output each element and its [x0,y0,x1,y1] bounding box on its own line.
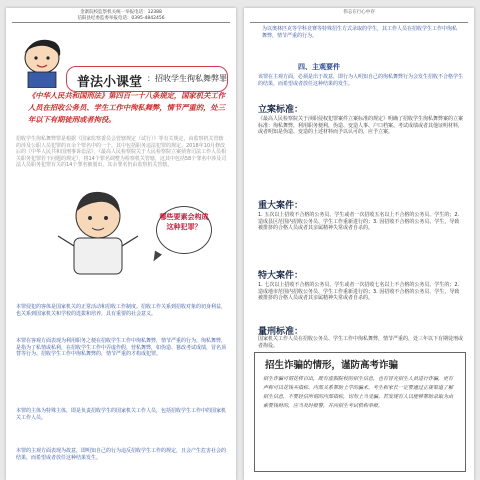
intro-paragraph: 招收学生徇私舞弊罪是根据《国家监察委员会管辖规定（试行）》等有关规定，由监察机关管辖的涉及公职人员犯罪的百余个罪名中的一个。其中包括职务违法犯罪的规定。2018年10月修改后的《中华人民共和国刑事诉讼法》，《最高人民检察院关于人民检察院立案侦查司法工作人员相关职务犯罪若干问题的规定》，将14个罪名调整为检察机关管辖，这其中包括58个罪名中涉及司法人员职务犯罪有关的14个罪名被划出，其余罪名仍由监察机关管辖。 [16,136,227,168]
banner-subtitle: ：招收学生徇私舞弊罪 [147,74,227,83]
subject-requirement-text: 本罪的主体为特殊主体，即是负责招收学生的国家机关工作人员，包括招收学生工作中的国家机关工作人员。 [16,408,227,421]
heading-filing-standard: 立案标准： [258,105,304,115]
major-case-text: 1. 五次以上招收不合格的公务员、学生或者一次招收五名以上不合格的公务员、学生的；2. 造成县区范围内招收公务员、学生工作重新进行的；3. 因招收不合格的公务员、学生，导致被排挤的合格人员或者其亲属精神失常或者自杀的。 [258,212,460,231]
right-header [244,10,474,16]
heading-sentencing: 量刑标准： [258,327,304,337]
right-page [244,8,474,480]
student-illustration [28,176,158,286]
right-header-line1: 伟志在行心中存 [343,10,375,15]
left-header [6,10,236,21]
heading-subjective: 四、主观要件 [298,63,340,71]
left-header-line2: 信阳县纪委监委举报电话：0395-4842456 [77,15,165,21]
fraud-warning-title: 招生诈骗的情形，谨防高考诈骗 [265,360,399,371]
filing-standard-text: 《最高人民检察院关于渎职侵权犯罪案件立案标准的规定》明确了招收学生徇私舞弊案的立案标准：徇私舞弊，利用职务便利，伪造、变造人事、户口档案、考试成绩或者其他证明材料，或者明知是伪造、变造的上述材料而予以认可的，应予立案。 [258,116,464,135]
left-header-line1: 金寨院校监察机关统一举报电话：12388 [80,10,162,15]
fraud-warning-box [254,352,466,472]
sentencing-text: 国家机关工作人员在招收公务员、学生工作中徇私舞弊，情节严重的，处三年以下有期徒刑或者拘役。 [258,336,464,349]
heading-major-case: 重大案件： [258,201,304,211]
left-page [6,8,236,480]
subjective-text: 该罪在主观方面，必须是出于故意，即行为人明知自己的徇私舞弊行为会发生招收不合格学生的结果，而希望或者放任这种结果的发生。 [258,74,464,87]
right-top-text: 为以奥林匹克等学科竞赛等特殊招生方式录取的学生，其工作人员在招收学生工作中徇私舞弊，情节严重的行为。 [262,26,458,39]
fraud-warning-text: 招生诈骗可谓花样百出，既有虚假院校的招生信息，也有冒充招生人员进行诈骗，更有声称可以花钱买指标、内部关系帮助上学的骗术。考生和家长一定要通过正规渠道了解招生信息，不要轻信所谓的内部指标，切勿上当受骗。若发现有人以能够帮助录取为由索要钱财的，应当及时报警，并向招生考试机构举报。 [263,376,454,409]
objective-requirement-text: 本罪在客观方面表现为利用职务之便在招收学生工作中徇私舞弊，情节严重的行为。徇私舞弊，是指为了私情或私利，在招收学生工作中弄虚作假，营私舞弊，如伪造、篡改考试成绩，冒名顶替等行为。招收学生工作中徇私舞弊的，情节严重的才构成犯罪。 [16,338,227,357]
law-quote: 《中华人民共和国刑法》第四百一十八条规定，国家机关工作人员在招收公务员、学生工作中徇私舞弊，情节严重的，处三年以下有期徒刑或者拘役。 [28,91,226,124]
right-header-divider [250,22,468,23]
subjective-requirement-text: 本罪的主观方面表现为故意，即明知自己的行为违反招收学生工作的规定，且会产生危害社会的结果，而希望或者放任这种结果发生。 [16,448,227,461]
heading-extra-major-case: 特大案件： [258,271,304,281]
header-divider [12,22,230,23]
banner-title: 普法小课堂 [77,75,143,90]
question-bubble: 哪些要素会构成这种犯罪？ [156,206,212,254]
extra-major-case-text: 1. 七次以上招收不合格的公务员、学生或者一次招收七名以上不合格的公务员、学生的；2. 造成地市范围内招收公务员、学生工作重新进行的；3. 因招收不合格的公务员、学生，导致被排挤的合格人员或者其亲属精神失常或者自杀的。 [258,282,460,301]
object-requirement-text: 本罪侵犯的客体是国家机关的正常活动和招收工作制度。招收工作关系到招收对象的切身利益，也关系到国家机关和学校的选拔和培养，具有重要的社会意义。 [16,304,227,317]
lesson-banner [66,66,228,92]
